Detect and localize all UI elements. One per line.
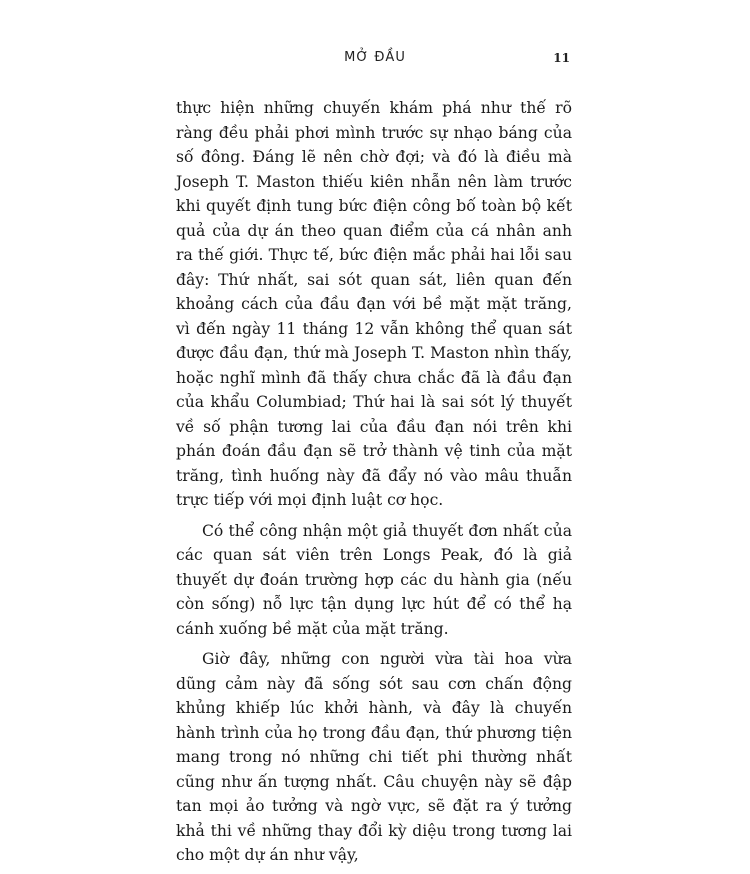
paragraph-2: Có thể công nhận một giả thuyết đơn nhất của các quan sát viên trên Longs Peak, đó là giả thuyết dự đoán trường hợp các du hành gia (nếu còn sống) nỗ lực tận dụng lực hút để có thể hạ cánh xuống bề mặt của mặt trăng. [176,521,572,638]
running-title: MỞ ĐẦU [344,50,406,65]
paragraph-1: thực hiện những chuyến khám phá như thế rõ ràng đều phải phơi mình trước sự nhạo báng của số đông. Đáng lẽ nên chờ đợi; và đó là điều mà Joseph T. Maston thiếu kiên nhẫn nên làm trước khi quyết định tung bức điện công bố toàn bộ kết quả của dự án theo quan điểm của cá nhân anh ra thế giới. Thực tế, bức điện mắc phải hai lỗi sau đây: Thứ nhất, sai sót quan sát, liên quan đến khoảng cách của đầu đạn với bề mặt mặt trăng, vì đến ngày 11 tháng 12 vẫn không thể quan sát được đầu đạn, thứ mà Joseph T. Maston nhìn thấy, hoặc nghĩ mình đã thấy chưa chắc đã là đầu đạn của khẩu Columbiad; Thứ hai là sai sót lý thuyết về số phận tương lai của đầu đạn nói trên khi phán đoán đầu đạn sẽ trở thành vệ tinh của mặt trăng, tình huống này đã đẩy nó vào mâu thuẫn trực tiếp với mọi định luật cơ học. [176,99,572,509]
page-number: 11 [553,51,570,65]
running-head [0,50,750,70]
body-text [176,96,572,874]
paragraph-3: Giờ đây, những con người vừa tài hoa vừa dũng cảm này đã sống sót sau cơn chấn động khủng khiếp lúc khởi hành, và đây là chuyến hành trình của họ trong đầu đạn, thứ phương tiện mang trong nó những chi tiết phi thường nhất cũng như ấn tượng nhất. Câu chuyện này sẽ đập tan mọi ảo tưởng và ngờ vực, sẽ đặt ra ý tưởng khả thi về những thay đổi kỳ diệu trong tương lai cho một dự án như vậy, [176,650,572,864]
